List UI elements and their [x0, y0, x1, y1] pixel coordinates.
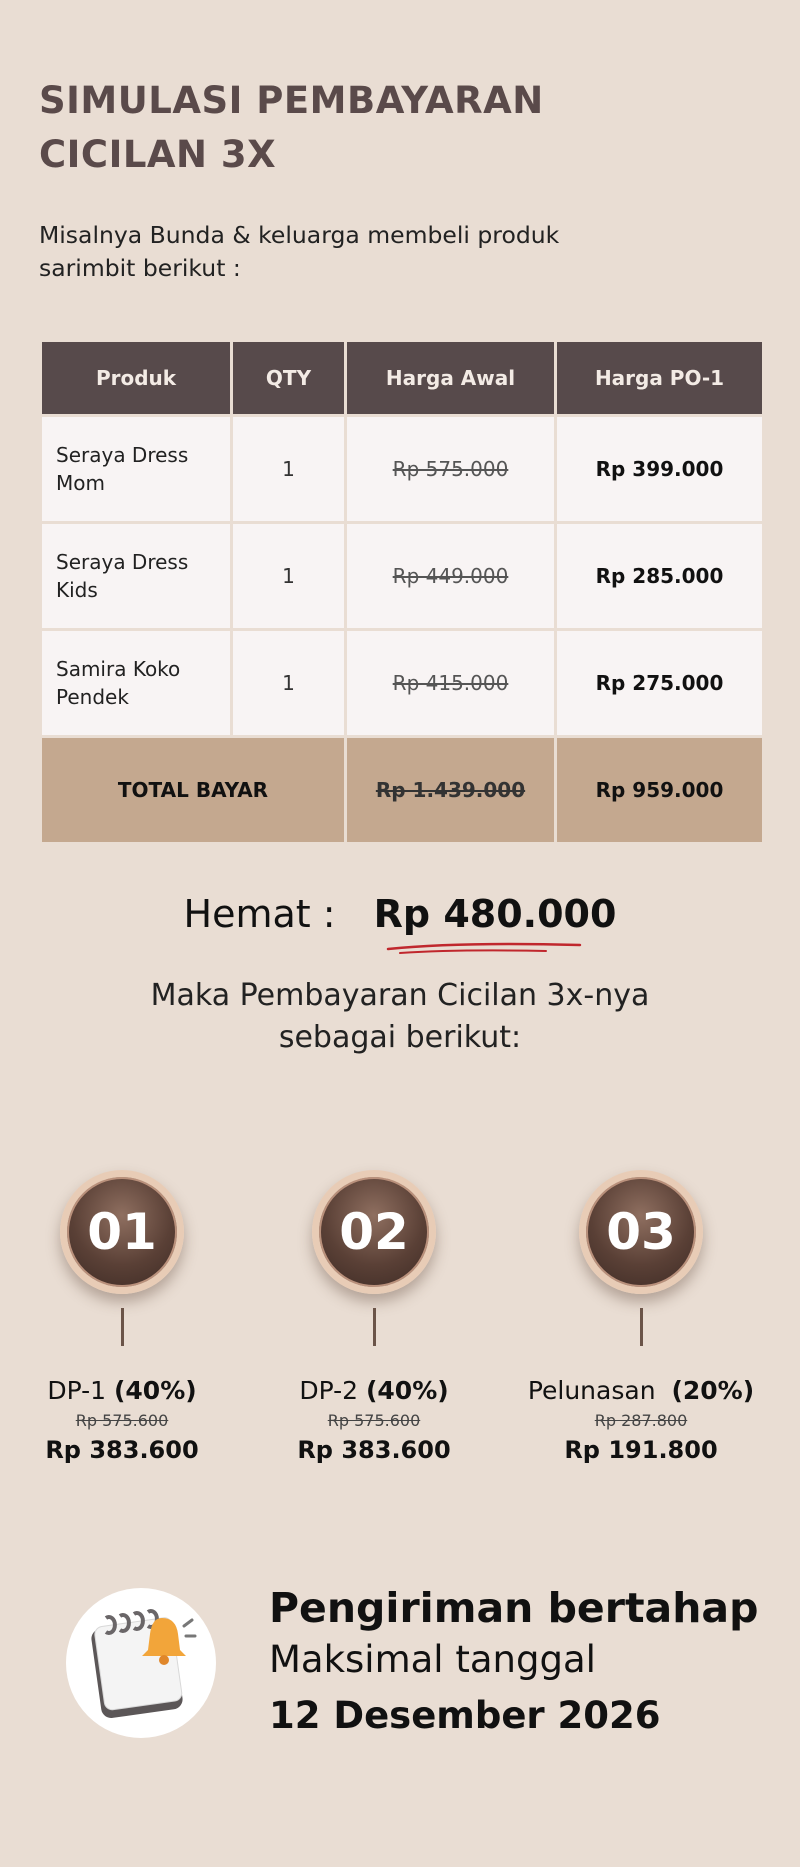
product-name	[41, 630, 232, 737]
product-name-line-1: Seraya Dress	[56, 443, 189, 467]
intro-text	[39, 219, 639, 285]
savings-label: Hemat :	[183, 892, 336, 936]
total-po-price: Rp 959.000	[556, 737, 764, 844]
column-header-qty: QTY	[232, 341, 346, 416]
column-header-produk: Produk	[41, 341, 232, 416]
title-line-2: CICILAN 3X	[39, 133, 277, 176]
step-connector	[373, 1308, 376, 1346]
title-line-1: SIMULASI PEMBAYARAN	[39, 79, 544, 122]
product-name-line-2: Kids	[56, 578, 98, 602]
step-number-badge: 03	[579, 1170, 703, 1294]
product-qty: 1	[232, 523, 346, 630]
shipping-date: 12 Desember 2026	[269, 1694, 661, 1737]
installment-intro-line-2: sebagai berikut:	[278, 1020, 522, 1055]
installment-step-1	[0, 1170, 252, 1464]
installment-step-2	[244, 1170, 504, 1464]
product-name-line-1: Samira Koko	[56, 657, 181, 681]
product-name-line-2: Mom	[56, 471, 105, 495]
step-connector	[640, 1308, 643, 1346]
step-number-badge: 01	[60, 1170, 184, 1294]
total-label: TOTAL BAYAR	[41, 737, 346, 844]
step-label	[0, 1376, 252, 1405]
product-name-line-2: Pendek	[56, 685, 129, 709]
product-qty: 1	[232, 416, 346, 523]
calendar-bell-graphic	[66, 1588, 216, 1738]
step-old-amount: Rp 575.600	[327, 1411, 421, 1430]
step-amount: Rp 383.600	[297, 1436, 451, 1464]
product-name	[41, 416, 232, 523]
po-price: Rp 275.000	[556, 630, 764, 737]
step-percent: (20%)	[671, 1376, 755, 1405]
step-percent: (40%)	[365, 1376, 449, 1405]
calendar-bell-icon	[66, 1588, 216, 1738]
intro-line-1: Misalnya Bunda & keluarga membeli produk	[39, 221, 560, 249]
step-number-badge: 02	[312, 1170, 436, 1294]
page-title	[39, 74, 739, 182]
po-price: Rp 285.000	[556, 523, 764, 630]
column-header-harga-po: Harga PO-1	[556, 341, 764, 416]
savings-amount: Rp 480.000	[373, 892, 617, 936]
product-name	[41, 523, 232, 630]
step-name: DP-1	[47, 1376, 107, 1405]
original-price: Rp 449.000	[346, 523, 556, 630]
step-old-amount: Rp 575.600	[75, 1411, 169, 1430]
shipping-info	[269, 1582, 789, 1746]
shipping-subtitle: Maksimal tanggal	[269, 1638, 596, 1681]
total-original-price: Rp 1.439.000	[346, 737, 556, 844]
table-header-row	[41, 341, 764, 416]
installment-intro	[0, 975, 800, 1059]
product-qty: 1	[232, 630, 346, 737]
table-row	[41, 416, 764, 523]
savings-value	[374, 892, 617, 936]
table-row	[41, 523, 764, 630]
price-table	[39, 339, 765, 845]
installment-intro-line-1: Maka Pembayaran Cicilan 3x-nya	[150, 978, 650, 1013]
savings	[0, 892, 800, 936]
step-connector	[121, 1308, 124, 1346]
underline-scribble-icon	[386, 940, 582, 956]
step-percent: (40%)	[113, 1376, 197, 1405]
step-amount: Rp 383.600	[45, 1436, 199, 1464]
total-row	[41, 737, 764, 844]
step-old-amount: Rp 287.800	[594, 1411, 688, 1430]
step-name: Pelunasan	[527, 1376, 656, 1405]
po-price: Rp 399.000	[556, 416, 764, 523]
intro-line-2: sarimbit berikut :	[39, 254, 241, 282]
step-label	[511, 1376, 771, 1405]
original-price: Rp 575.000	[346, 416, 556, 523]
product-name-line-1: Seraya Dress	[56, 550, 189, 574]
step-name: DP-2	[299, 1376, 359, 1405]
shipping-title: Pengiriman bertahap	[269, 1584, 759, 1632]
original-price: Rp 415.000	[346, 630, 556, 737]
step-amount: Rp 191.800	[564, 1436, 718, 1464]
installment-step-3	[511, 1170, 771, 1464]
column-header-harga-awal: Harga Awal	[346, 341, 556, 416]
table-row	[41, 630, 764, 737]
step-label	[244, 1376, 504, 1405]
